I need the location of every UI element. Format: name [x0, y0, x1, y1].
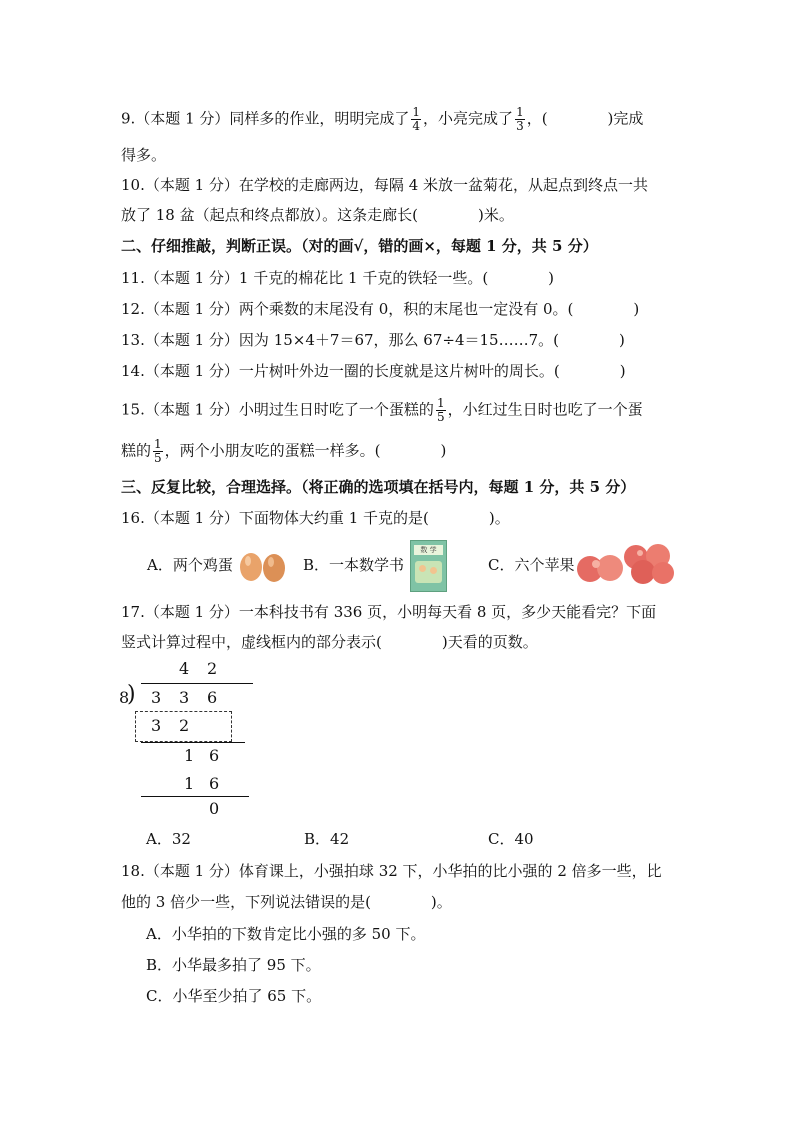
- question-18-cont: 他的 3 倍少一些，下列说法错误的是( )。: [121, 893, 452, 911]
- quotient-digit: 2: [207, 659, 218, 678]
- question-14: 14.（本题 1 分）一片树叶外边一圈的长度就是这片树叶的周长。( ): [121, 362, 626, 380]
- division-bracket: ): [127, 682, 136, 707]
- final-remainder: 0: [209, 799, 220, 818]
- option-b-label: B．一本数学书: [303, 556, 405, 574]
- eggs-image: [237, 548, 289, 584]
- step-digit: 1: [184, 774, 195, 793]
- math-book-image: 数 学: [410, 540, 447, 592]
- question-10-cont: 放了 18 盆（起点和终点都放）。这条走廊长( )米。: [121, 206, 514, 224]
- question-17-cont: 竖式计算过程中，虚线框内的部分表示( )天看的页数。: [121, 633, 538, 651]
- question-9-cont: 得多。: [121, 146, 167, 164]
- divisor: 8: [119, 688, 130, 707]
- division-line: [141, 796, 249, 797]
- fraction: $\frac{1}{5}$: [154, 437, 162, 465]
- option-b: B．小华最多拍了 95 下。: [146, 956, 321, 974]
- step-digit: 2: [179, 716, 190, 735]
- fraction: $\frac{1}{3}$: [516, 105, 524, 133]
- question-15: 15.（本题 1 分）小明过生日时吃了一个蛋糕的 $\frac{1}{5}$ ，小红过生日时也吃了一个蛋: [121, 396, 643, 424]
- option-c: C．小华至少拍了 65 下。: [146, 987, 322, 1005]
- option-a: A．小华拍的下数肯定比小强的多 50 下。: [146, 925, 426, 943]
- dividend-digit: 3: [179, 688, 190, 707]
- question-15-cont: 糕的 $\frac{1}{5}$ ，两个小朋友吃的蛋糕一样多。( ): [121, 437, 447, 465]
- question-11: 11.（本题 1 分）1 千克的棉花比 1 千克的铁轻一些。( ): [121, 269, 555, 287]
- quotient-digit: 4: [179, 659, 190, 678]
- step-digit: 1: [184, 746, 195, 765]
- apples-image: [576, 543, 674, 585]
- question-17: 17.（本题 1 分）一本科技书有 336 页，小明每天看 8 页，多少天能看完？下面: [121, 603, 657, 621]
- option-c-label: C．六个苹果: [488, 556, 575, 574]
- division-bar: [141, 683, 253, 684]
- step-digit: 3: [151, 716, 162, 735]
- fraction: $\frac{1}{5}$: [436, 396, 445, 424]
- option-b: B．42: [304, 830, 350, 848]
- step-digit: 6: [209, 746, 220, 765]
- division-line: [141, 742, 245, 743]
- question-18: 18.（本题 1 分）体育课上，小强拍球 32 下，小华拍的比小强的 2 倍多一些，比: [121, 862, 662, 880]
- dividend-digit: 6: [207, 688, 218, 707]
- dividend-digit: 3: [151, 688, 162, 707]
- question-10: 10.（本题 1 分）在学校的走廊两边，每隔 4 米放一盆菊花，从起点到终点一共: [121, 176, 649, 194]
- section-2-heading: 二、仔细推敲，判断正误。（对的画√，错的画×，每题 1 分，共 5 分）: [121, 237, 598, 255]
- option-a: A．32: [146, 830, 191, 848]
- question-9: 9.（本题 1 分）同样多的作业，明明完成了 $\frac{1}{4}$ ，小亮完成了 $\frac{1}{3}$ ，( )完成: [121, 105, 644, 133]
- question-13: 13.（本题 1 分）因为 15×4＋7＝67，那么 67÷4＝15……7。( ): [121, 331, 625, 349]
- option-c: C．40: [488, 830, 534, 848]
- section-3-heading: 三、反复比较，合理选择。（将正确的选项填在括号内，每题 1 分，共 5 分）: [121, 478, 636, 496]
- fraction: $\frac{1}{4}$: [412, 105, 421, 133]
- option-a-label: A．两个鸡蛋: [147, 556, 233, 574]
- step-digit: 6: [209, 774, 220, 793]
- question-16: 16.（本题 1 分）下面物体大约重 1 千克的是( )。: [121, 509, 510, 527]
- question-12: 12.（本题 1 分）两个乘数的末尾没有 0，积的末尾也一定没有 0。( ): [121, 300, 640, 318]
